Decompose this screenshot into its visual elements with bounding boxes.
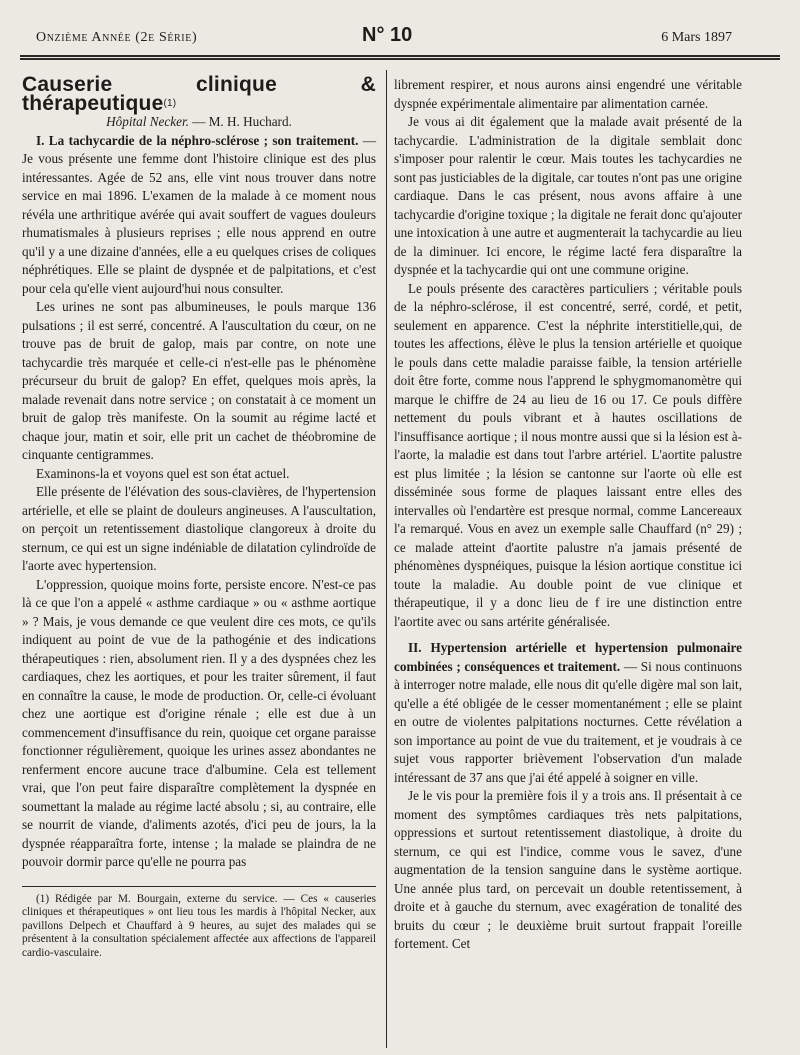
header-rule [20, 55, 780, 57]
article-title: Causerie clinique & thérapeutique$^{(1)}$ [22, 73, 376, 115]
left-column [22, 73, 377, 960]
section-heading-2: II. Hypertension artérielle et hypertension pulmonaire combinées ; conséquences et traitement. [394, 640, 742, 674]
right-column [394, 76, 742, 954]
paragraph: Le pouls présente des caractères particuliers ; véritable pouls de la néphro-sclérose, il est concentré, serré, cordé, et petit, seulement en apparence. C'est la néphrite interstitielle,qui, de toutes les affections, élève le plus la tension artérielle et quoique le pouls dans cette maladie paraisse faible, la tension artérielle doit être forte, comme nous l'apprend le sphygmomanomètre qui marque le chiffre de 24 au lieu de 16 ou 17. Ce pouls diffère nettement du pouls vibrant et à hautes oscillations de l'insuffisance aortique ; il nous montre aussi que si la lésion est à-l'aorte, la maladie est dans tout l'arbre artériel. L'aortite palustre est plus limitée ; la lésion se cantonne sur l'aorte où elle est disséminée sous forme de plaques laissant entre elles des intervalles où l'endartère est presque normal, comme Lancereaux l'a remarqué. Vous en avez un exemple salle Chauffard (n° 29) ; ce malade atteint d'aortite palustre n'a jamais présenté de phénomènes dyspnéiques, puisque la lésion aortique constitue ici toute la maladie. Au double point de vue clinique et thérapeutique, il y a donc lieu de f ire une distinction entre l'aortite avec ou sans artérite généralisée. [394, 280, 742, 629]
byline-author: — M. H. Huchard. [192, 114, 292, 129]
paragraph: I. La tachycardie de la néphro-sclérose ; son traitement. — Je vous présente une femme dont l'histoire clinique est des plus intéressantes. Agée de 52 ans, elle vint nous trouver dans notre service en mai 1896. L'examen de la malade à ce moment nous révéla une arthritique avérée qui avait souffert de vagues douleurs rhumatismales à plusieurs reprises ; elle nous apprend en outre qu'il y a une dizaine d'années, elle a eu quelques crises de coliques néphrétiques. Elle se plaint de dyspnée et de palpitations, et c'est pour cela qu'elle vient aujourd'hui nous consulter. [22, 132, 377, 296]
header-rule-double [20, 58, 780, 60]
paragraph: II. Hypertension artérielle et hypertension pulmonaire combinées ; conséquences et traitement. — Si nous continuons à interroger notre malade, elle nous dit qu'elle digère mal son lait, qu'elle a été obligée de le cesser momentanément ; elle se plaint en outre de violentes palpitations nocturnes. Cette révélation a son importance au point de vue du traitement, et je voudrais à ce sujet vous rapporter brièvement l'observation d'un malade intéressant de 37 ans que j'ai été appelé à soigner en ville. [394, 640, 743, 785]
running-header [36, 24, 736, 50]
paragraph: Elle présente de l'élévation des sous-clavières, de l'hypertension artérielle, et elle se plaint de douleurs angineuses. A l'auscultation, on perçoit un retentissement diastolique clangoreux à droite du sternum, ce qui est un signe indéniable de dilatation cylindroïde de l'aorte avec hypertension. [22, 484, 376, 573]
paragraph: Examinons-la et voyons quel est son état actuel. [36, 465, 290, 481]
footnote: (1) Rédigée par M. Bourgain, externe du service. — Ces « causeries cliniques et thérapeutiques » ont lieu tous les mardis à l'hôpital Necker, aux pavillons Delpech et Chauffard à 9 heures, au sujet des malades qui se présentent à la consultation spécialement affectée aux affections de l'appareil cardio-vasculaire. [22, 892, 376, 959]
byline-place: Hôpital Necker. [106, 114, 189, 129]
paragraph: Je vous ai dit également que la malade avait présenté de la tachycardie. L'administration de la digitale semblait donc s'imposer pour ralentir le cœur. Mais toutes les tachycardies ne sont pas justiciables de la digitale, car toutes n'ont pas une origine cardiaque. Dans le cas présent, nous avons affaire à une tachycardie d'origine toxique ; la digitale ne ferait donc qu'ajouter une intoxication à une autre et augmenterait la tachycardie au lieu de la diminuer. Ici encore, le régime lacté fera disparaître la dyspnée et la tachycardie qui ont une commune origine. [394, 114, 742, 277]
issue-number: N° 10 [362, 24, 413, 46]
paragraph: L'oppression, quoique moins forte, persiste encore. N'est-ce pas là ce que l'on a appelé « asthme cardiaque » ou « asthme aortique » ? Mais, je vous demande ce que veulent dire ces mots, ce qu'ils indiquent au point de vue de la pathogénie et des indications thérapeutiques : rien, absolument rien. Il y a des dyspnées chez les cardiaques, chez les aortiques, et pour les traiter sûrement, il faut en connaître la cause, le mode de production. Or, celle-ci évoluant chez une aortique est d'origine rénale ; elle est due à un commencement d'insuffisance du rein, quoique cet organe paraisse fonctionner régulièrement, quoique les urines assez abondantes ne renferment encore aucune trace d'albumine. Cela est tellement vrai, que l'on peut faire disparaître complètement la dyspnée en soumettant la malade au régime lacté absolu ; si, au contraire, elle se nourrit de viande, d'aliments azotés, d'ici peu de jours, la la dyspnée réapparaîtra forte, intense ; la malade se plaindra de ne pouvoir dormir parce qu'elle ne pourra pas [22, 576, 376, 869]
paragraph: librement respirer, et nous aurons ainsi engendré une véritable dyspnée expérimentale alimentaire par alimentation carnée. [394, 77, 742, 111]
footnote-rule [22, 886, 376, 887]
section-heading-1: I. La tachycardie de la néphro-sclérose ; son traitement. [36, 132, 359, 148]
paragraph: Je le vis pour la première fois il y a trois ans. Il présentait à ce moment des symptômes cardiaques très nets palpitations, oppressions et surtout retentissement diastolique, à droite du sternum, ce qui est l'indice, comme vous le savez, d'une augmentation de la tension sanguine dans le système aortique. Une année plus tard, on percevait un double retentissement, à droite et à gauche du sternum, avec exagération de tonalité des bruits du cœur ; le deuxième bruit surtout frappait l'oreille fortement. Cet [394, 788, 742, 951]
byline [22, 113, 376, 132]
issue-date: 6 Mars 1897 [661, 30, 732, 45]
column-divider [386, 70, 387, 1048]
volume-info: Onzième Année (2e Série) [36, 30, 198, 45]
paragraph: Les urines ne sont pas albumineuses, le pouls marque 136 pulsations ; il est serré, concentré. A l'auscultation du cœur, on ne trouve pas de bruit de galop, mais par contre, on note une tachycardie très marquée et celle-ci n'est-elle pas le phénomène précurseur du bruit de galop? En effet, quelques mois après, la malade revenait dans notre service ; on constatait à ce moment un bruit de galop très manifeste. On la soumit au régime lacté et chaque jour, matin et soir, elle prit un cachet de théobromine de cinquante centigrammes. [22, 299, 376, 462]
